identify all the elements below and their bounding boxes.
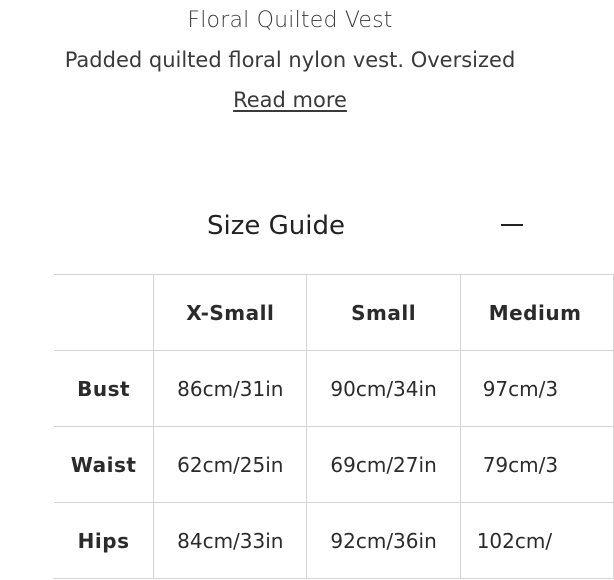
column-header-x-small: X-Small — [154, 275, 307, 351]
row-header-hips: Hips — [54, 503, 154, 579]
table-cell: 84cm/33in — [154, 503, 307, 579]
column-header-medium: Medium — [460, 275, 613, 351]
size-table — [54, 274, 614, 579]
table-row — [54, 351, 614, 427]
product-title: Floral Quilted Vest — [187, 8, 393, 33]
table-cell: 69cm/27in — [307, 427, 460, 503]
table-row — [54, 503, 614, 579]
read-more-link[interactable]: Read more — [233, 88, 347, 112]
minus-icon[interactable] — [501, 214, 523, 236]
table-cell: 86cm/31in — [154, 351, 307, 427]
table-header-corner — [54, 275, 154, 351]
size-guide-header[interactable] — [0, 206, 580, 246]
table-cell: 92cm/36in — [307, 503, 460, 579]
size-guide-title: Size Guide — [207, 211, 345, 241]
row-header-waist: Waist — [54, 427, 154, 503]
table-row — [54, 427, 614, 503]
product-description: Padded quilted floral nylon vest. Oversized — [64, 48, 516, 72]
table-cell: 97cm/3 — [460, 351, 613, 427]
table-cell: 90cm/34in — [307, 351, 460, 427]
table-cell: 79cm/3 — [460, 427, 613, 503]
read-more-container — [0, 85, 580, 115]
table-header-row — [54, 275, 614, 351]
table-cell: 62cm/25in — [154, 427, 307, 503]
column-header-small: Small — [307, 275, 460, 351]
size-table-scroll[interactable] — [54, 274, 582, 580]
row-header-bust: Bust — [54, 351, 154, 427]
table-cell: 102cm/ — [460, 503, 613, 579]
